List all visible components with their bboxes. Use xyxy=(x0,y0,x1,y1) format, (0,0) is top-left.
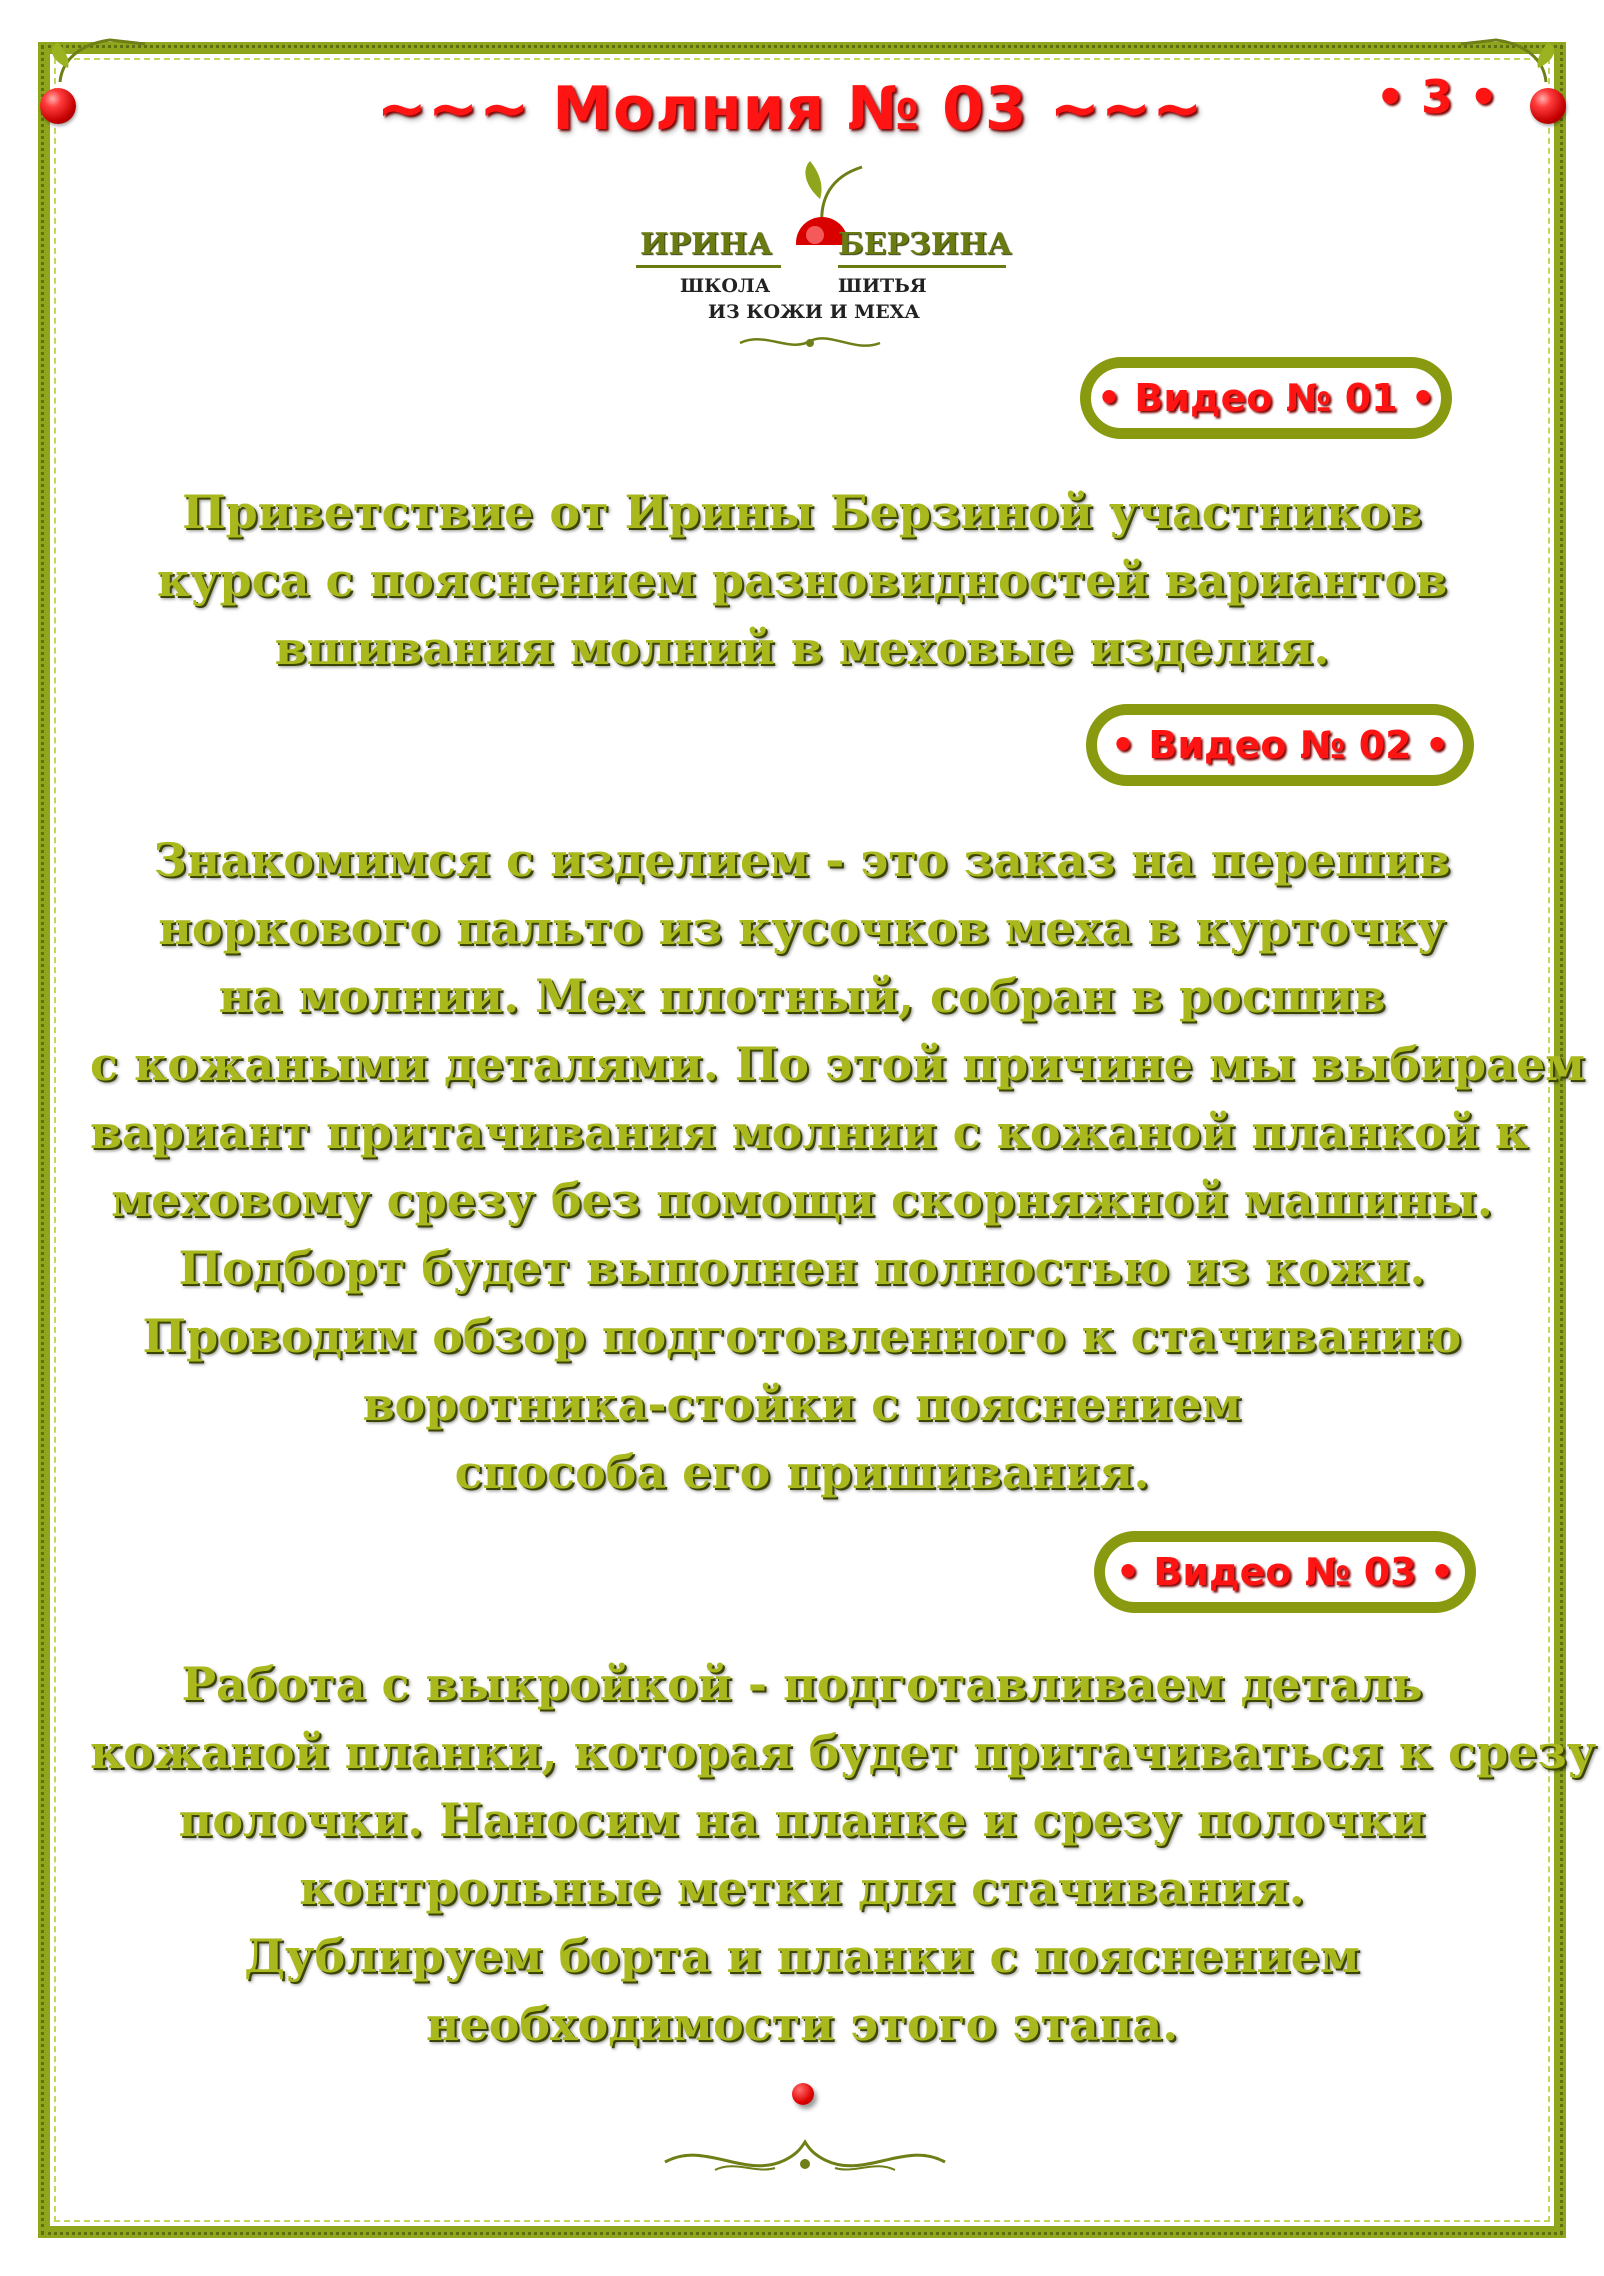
page-number: • 3 • xyxy=(1375,70,1499,124)
video-badge-02: • Видео № 02 • xyxy=(1086,704,1474,786)
video-badge-01: • Видео № 01 • xyxy=(1080,357,1452,439)
page-title: ~~~ Молния № 03 ~~~ xyxy=(376,74,1204,144)
logo-name-right: БЕРЗИНА xyxy=(838,227,1012,262)
video-badge-03: • Видео № 03 • xyxy=(1094,1531,1476,1613)
footer-flourish-icon xyxy=(655,2130,955,2190)
logo-name-left: ИРИНА xyxy=(640,227,773,262)
logo-subtitle: ИЗ КОЖИ И МЕХА xyxy=(708,301,920,323)
logo-flourish-icon xyxy=(735,327,885,357)
logo-school-left: ШКОЛА xyxy=(680,275,771,297)
red-dot-icon xyxy=(792,2083,814,2105)
video-description-03: Работа с выкройкой - подготавливаем деталь кожаной планки, которая будет притачиваться к срезу полочки. Наносим на планке и срезу полочки контрольные метки для стачивания. Дублируем борта и планки с пояснением необходимости этого этапа. xyxy=(90,1657,1597,2051)
logo-school-right: ШИТЬЯ xyxy=(838,275,927,297)
video-description-02: Знакомимся с изделием - это заказ на перешив норкового пальто из кусочков меха в курточку на молнии. Мех плотный, собран в росшив с кожаными деталями. По этой причине мы выбираем вариант притачивания молнии с кожаной планкой к меховому срезу без помощи скорняжной машины. Подборт будет выполнен полностью из кожи. Проводим обзор подготовленного к стачиванию воротника-стойки с пояснением способа его пришивания. xyxy=(90,833,1586,1499)
school-logo xyxy=(620,155,1020,370)
video-description-01: Приветствие от Ирины Берзиной участников курса с пояснением разновидностей вариантов вшивания молний в меховые изделия. xyxy=(156,485,1448,675)
